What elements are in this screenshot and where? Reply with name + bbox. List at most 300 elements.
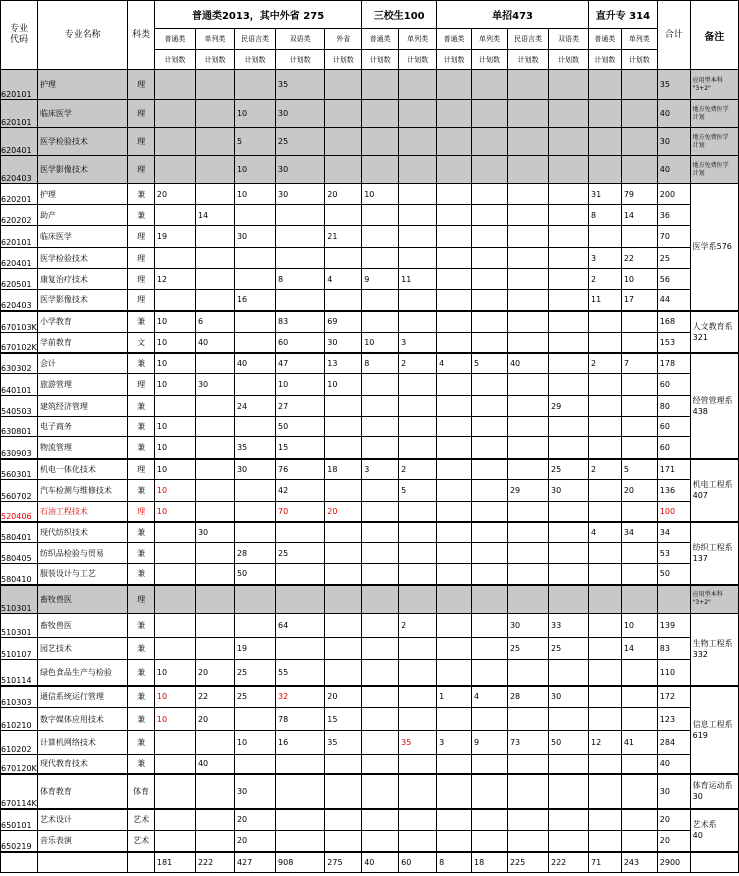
row-total-cell: 168 [657,311,690,333]
plan-count-cell: 47 [276,353,325,374]
plan-count-cell [154,774,195,809]
plan-count-cell: 50 [234,564,275,585]
plan-count-cell [325,543,362,564]
plan-count-cell: 28 [507,686,548,708]
plan-count-cell [437,522,472,543]
plan-count-cell [399,226,437,248]
plan-count-cell: 4 [437,353,472,374]
plan-count-cell [154,755,195,774]
plan-count-cell [399,156,437,184]
plan-count-cell [234,480,275,502]
plan-count-cell: 64 [276,614,325,638]
plan-count-cell [548,248,588,269]
plan-count-cell [589,156,622,184]
plan-count-cell [234,614,275,638]
plan-count-cell [276,522,325,543]
major-code-cell: 510301 [1,614,38,638]
plan-count-cell [472,205,508,226]
plan-count-cell [362,809,399,831]
plan-count-cell [548,374,588,396]
plan-count-cell [325,396,362,417]
plan-count-cell [362,417,399,437]
plan-count-cell: 29 [507,480,548,502]
header-subcategory: 外省 [325,29,362,50]
plan-count-cell [437,614,472,638]
plan-count-cell: 50 [548,731,588,755]
plan-count-cell [362,755,399,774]
plan-count-cell: 30 [234,226,275,248]
department-remark-cell [690,353,738,459]
plan-count-cell [399,585,437,614]
header-total: 合计 [657,1,690,70]
plan-count-cell: 22 [621,248,657,269]
plan-count-cell [548,585,588,614]
plan-count-cell [154,128,195,156]
plan-count-cell [472,396,508,417]
row-total-cell: 34 [657,522,690,543]
plan-count-cell: 5 [472,353,508,374]
plan-count-cell [362,708,399,731]
plan-count-cell [154,100,195,128]
row-total-cell: 60 [657,437,690,459]
plan-count-cell [437,205,472,226]
plan-count-cell [507,564,548,585]
plan-count-cell [399,755,437,774]
plan-count-cell [195,269,234,290]
plan-count-cell: 76 [276,459,325,480]
plan-count-cell [507,459,548,480]
header-group-regular: 普通类2013，其中外省 275 [154,1,361,29]
plan-count-cell: 42 [276,480,325,502]
plan-count-cell [589,831,622,852]
row-total-cell: 40 [657,156,690,184]
plan-count-cell [362,70,399,100]
plan-count-cell [362,128,399,156]
plan-count-cell [325,248,362,269]
plan-count-cell [507,248,548,269]
header-plan-label: 计划数 [362,50,399,70]
plan-count-cell [548,564,588,585]
major-name-cell: 电子商务 [37,417,127,437]
totals-empty-cell [128,852,155,873]
plan-count-cell [472,638,508,660]
plan-count-cell [548,311,588,333]
major-code-cell: 580401 [1,522,38,543]
highlighted-count: 10 [156,692,168,702]
plan-count-cell: 19 [234,638,275,660]
plan-count-cell [362,638,399,660]
plan-count-cell [621,660,657,686]
plan-count-cell [399,543,437,564]
major-code-cell: 510107 [1,638,38,660]
plan-count-cell [362,480,399,502]
subject-type-cell: 文 [128,333,155,353]
plan-count-cell [437,100,472,128]
major-code-cell: 670114K [1,774,38,809]
plan-count-cell [472,480,508,502]
major-code-cell: 510301 [1,585,38,614]
major-code-cell: 580410 [1,564,38,585]
plan-count-cell [362,502,399,522]
subject-type-cell: 艺术 [128,831,155,852]
plan-count-cell [548,755,588,774]
plan-count-cell [548,708,588,731]
row-total-cell: 139 [657,614,690,638]
plan-count-cell [621,543,657,564]
row-total-cell: 30 [657,128,690,156]
plan-count-cell [154,543,195,564]
plan-count-cell [234,755,275,774]
plan-count-cell: 20 [325,184,362,205]
department-remark-cell [690,614,738,686]
plan-count-cell [472,585,508,614]
plan-count-cell [472,70,508,100]
major-name-cell: 畜牧兽医 [37,585,127,614]
plan-count-cell [548,100,588,128]
plan-count-cell [548,502,588,522]
plan-count-cell [589,708,622,731]
plan-count-cell: 15 [325,708,362,731]
header-subcategory: 单列类 [195,29,234,50]
plan-count-cell [472,437,508,459]
plan-count-cell [276,686,325,708]
plan-count-cell: 25 [548,638,588,660]
header-subcategory: 普通类 [589,29,622,50]
plan-count-cell [548,290,588,311]
plan-count-cell [507,755,548,774]
plan-count-cell [507,100,548,128]
row-total-cell: 60 [657,417,690,437]
table-row [1,638,739,660]
row-total-cell: 20 [657,809,690,831]
plan-count-cell [437,459,472,480]
plan-count-cell: 8 [589,205,622,226]
column-total-cell: 908 [276,852,325,873]
plan-count-cell [507,269,548,290]
plan-count-cell [437,638,472,660]
plan-count-cell: 10 [276,374,325,396]
header-plan-label: 计划数 [234,50,275,70]
row-total-cell: 44 [657,290,690,311]
plan-count-cell [195,70,234,100]
plan-count-cell [362,522,399,543]
major-code-cell: 640101 [1,374,38,396]
plan-count-cell [399,774,437,809]
header-plan-label: 计划数 [472,50,508,70]
plan-count-cell: 33 [548,614,588,638]
highlighted-count: 10 [156,714,168,724]
header-subcategory: 单列类 [621,29,657,50]
row-total-cell: 30 [657,774,690,809]
major-name-cell: 石油工程技术 [37,502,127,522]
major-code-cell: 610303 [1,686,38,708]
row-total-cell: 110 [657,660,690,686]
header-subcategory: 民语言类 [234,29,275,50]
subject-type-cell: 兼 [128,660,155,686]
major-code-cell: 610210 [1,708,38,731]
table-row [1,614,739,638]
plan-count-cell [362,226,399,248]
row-total-cell: 178 [657,353,690,374]
major-name-cell: 建筑经济管理 [37,396,127,417]
plan-count-cell [234,248,275,269]
plan-count-cell: 30 [234,774,275,809]
department-remark-cell [690,184,738,311]
plan-count-cell [589,374,622,396]
plan-count-cell [362,543,399,564]
plan-count-cell [437,774,472,809]
table-row [1,809,739,831]
major-code-cell: 670102K [1,333,38,353]
major-code-cell: 670103K [1,311,38,333]
plan-count-cell [399,311,437,333]
table-row [1,660,739,686]
plan-count-cell: 21 [325,226,362,248]
plan-count-cell [621,564,657,585]
plan-count-cell [507,502,548,522]
header-subcategory: 双语类 [548,29,588,50]
plan-count-cell [437,374,472,396]
subject-type-cell: 兼 [128,437,155,459]
plan-count-cell [154,809,195,831]
row-total-cell: 40 [657,100,690,128]
major-name-cell: 畜牧兽医 [37,614,127,638]
plan-count-cell: 8 [362,353,399,374]
plan-count-cell [621,333,657,353]
plan-count-cell [589,502,622,522]
major-code-cell: 650219 [1,831,38,852]
plan-count-cell: 10 [234,184,275,205]
plan-count-cell [548,226,588,248]
plan-count-cell: 11 [589,290,622,311]
table-row [1,417,739,437]
plan-count-cell [362,564,399,585]
plan-count-cell: 41 [621,731,657,755]
major-name-cell: 园艺技术 [37,638,127,660]
plan-count-cell [621,70,657,100]
plan-count-cell: 31 [589,184,622,205]
plan-count-cell [234,269,275,290]
plan-count-cell: 30 [325,333,362,353]
plan-count-cell [621,396,657,417]
plan-count-cell: 7 [621,353,657,374]
major-code-cell: 620101 [1,226,38,248]
header-subcategory: 双语类 [276,29,325,50]
plan-count-cell: 69 [325,311,362,333]
plan-count-cell: 79 [621,184,657,205]
subject-type-cell: 兼 [128,417,155,437]
plan-count-cell [507,774,548,809]
plan-count-cell: 3 [437,731,472,755]
plan-count-cell [507,708,548,731]
plan-count-cell [437,437,472,459]
plan-count-cell [548,353,588,374]
subject-type-cell: 兼 [128,614,155,638]
plan-count-cell: 5 [621,459,657,480]
row-total-cell: 50 [657,564,690,585]
totals-remark-cell [690,852,738,873]
plan-count-cell [548,522,588,543]
plan-count-cell: 4 [325,269,362,290]
department-remark-cell [690,100,738,128]
plan-count-cell: 13 [325,353,362,374]
plan-count-cell [276,564,325,585]
department-remark-text: 人文教育系 321 [692,321,733,342]
table-row [1,522,739,543]
major-code-cell: 620401 [1,128,38,156]
plan-count-cell [472,311,508,333]
plan-count-cell: 25 [548,459,588,480]
subject-type-cell: 理 [128,128,155,156]
plan-count-cell: 20 [325,686,362,708]
plan-count-cell: 10 [154,353,195,374]
header-subcategory: 普通类 [437,29,472,50]
header-plan-label: 计划数 [276,50,325,70]
department-remark-text: 医学系576 [692,242,732,252]
plan-count-cell [472,100,508,128]
row-total-cell: 20 [657,831,690,852]
plan-count-cell [325,156,362,184]
plan-count-cell [589,396,622,417]
subject-type-cell: 理 [128,374,155,396]
plan-count-cell [276,248,325,269]
plan-count-cell [472,774,508,809]
plan-count-cell [621,774,657,809]
column-total-cell: 225 [507,852,548,873]
plan-count-cell [325,774,362,809]
subject-type-cell: 理 [128,459,155,480]
plan-count-cell [437,396,472,417]
plan-count-cell [507,809,548,831]
plan-count-cell: 10 [234,100,275,128]
plan-count-cell [589,774,622,809]
plan-count-cell [195,502,234,522]
department-remark-text: 机电工程系 407 [692,480,733,500]
major-name-cell: 康复治疗技术 [37,269,127,290]
plan-count-cell [399,70,437,100]
plan-count-cell [472,269,508,290]
plan-count-cell [234,70,275,100]
plan-count-cell [621,100,657,128]
plan-count-cell [472,614,508,638]
header-remark: 备注 [690,1,738,70]
major-name-cell: 助产 [37,205,127,226]
header-group-direct-promotion: 直升专 314 [589,1,658,29]
major-name-cell: 医学影像技术 [37,156,127,184]
plan-count-cell [325,70,362,100]
plan-count-cell [154,156,195,184]
plan-count-cell: 10 [621,269,657,290]
plan-count-cell: 2 [399,353,437,374]
plan-count-cell: 2 [589,269,622,290]
department-remark-cell [690,809,738,852]
table-row [1,156,739,184]
plan-count-cell: 70 [276,502,325,522]
plan-count-cell [437,755,472,774]
plan-count-cell [234,708,275,731]
header-plan-label: 计划数 [621,50,657,70]
plan-count-cell: 30 [195,374,234,396]
table-row [1,100,739,128]
plan-count-cell: 25 [234,660,275,686]
plan-count-cell: 20 [195,708,234,731]
plan-count-cell [589,686,622,708]
table-row [1,184,739,205]
plan-count-cell [362,100,399,128]
plan-count-cell [589,755,622,774]
column-total-cell: 427 [234,852,275,873]
plan-count-cell: 30 [548,480,588,502]
plan-count-cell: 12 [154,269,195,290]
plan-count-cell [154,248,195,269]
department-remark-cell [690,686,738,774]
header-plan-label: 计划数 [437,50,472,70]
department-remark-cell [690,156,738,184]
plan-count-cell [589,128,622,156]
plan-count-cell: 50 [276,417,325,437]
major-name-cell: 旅游管理 [37,374,127,396]
column-total-cell: 222 [195,852,234,873]
plan-count-cell [399,522,437,543]
department-remark-text: 地方免费医学 计划 [692,133,729,149]
plan-count-cell [507,831,548,852]
plan-count-cell [589,638,622,660]
table-row [1,226,739,248]
plan-count-cell: 25 [234,686,275,708]
plan-count-cell: 6 [195,311,234,333]
table-row [1,708,739,731]
totals-empty-cell [1,852,38,873]
column-total-cell: 8 [437,852,472,873]
plan-count-cell [154,708,195,731]
plan-count-cell [195,480,234,502]
plan-count-cell: 40 [195,333,234,353]
major-name-cell: 艺术设计 [37,809,127,831]
row-total-cell: 171 [657,459,690,480]
plan-count-cell [325,614,362,638]
major-code-cell: 610202 [1,731,38,755]
header-plan-label: 计划数 [154,50,195,70]
plan-count-cell [507,543,548,564]
column-total-cell: 222 [548,852,588,873]
highlighted-count: 35 [401,738,412,747]
plan-count-cell [399,731,437,755]
table-row [1,774,739,809]
plan-count-cell [276,809,325,831]
table-row [1,269,739,290]
column-total-cell: 181 [154,852,195,873]
major-name-cell: 医学影像技术 [37,290,127,311]
plan-count-cell [325,417,362,437]
row-total-cell: 70 [657,226,690,248]
plan-count-cell [154,70,195,100]
row-total-cell: 35 [657,70,690,100]
subject-type-cell: 理 [128,585,155,614]
table-row [1,248,739,269]
plan-count-cell [325,290,362,311]
plan-count-cell [325,831,362,852]
plan-count-cell [276,638,325,660]
plan-count-cell [507,374,548,396]
major-name-cell: 机电一体化技术 [37,459,127,480]
plan-count-cell [154,638,195,660]
plan-count-cell [437,417,472,437]
plan-count-cell [154,396,195,417]
plan-count-cell [362,585,399,614]
plan-count-cell [472,459,508,480]
plan-count-cell: 9 [472,731,508,755]
plan-count-cell [154,290,195,311]
